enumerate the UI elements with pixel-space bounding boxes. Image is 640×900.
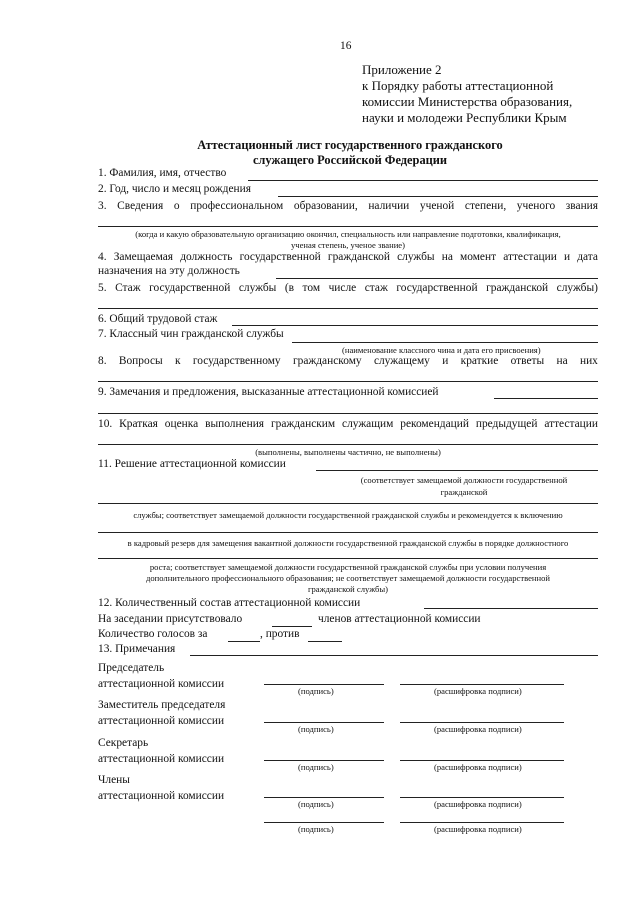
member-signature-line-1[interactable] [264, 797, 384, 798]
label-word: государственной [149, 282, 231, 294]
label-word: служащим [342, 418, 394, 430]
sig-role: аттестационной комиссии [98, 678, 225, 690]
label-word: служащему [373, 355, 430, 367]
label-word: (в [284, 282, 294, 294]
decision-line[interactable] [316, 470, 598, 471]
label-word: дата [577, 251, 598, 263]
votes-for-line[interactable] [228, 641, 260, 642]
item-questions-label [98, 355, 598, 367]
hint-line: роста; соответствует замещаемой должности государственной гражданской службы при условии получения [149, 562, 547, 572]
prior-recommendations-line[interactable] [98, 444, 598, 445]
composition-line[interactable] [424, 608, 598, 609]
label-word: на [556, 355, 568, 367]
label-word: и [442, 355, 449, 367]
label-word: момент [460, 251, 497, 263]
class-rank-line[interactable] [292, 342, 598, 343]
secretary-signature-line[interactable] [264, 760, 384, 761]
label-word: 4. [98, 251, 107, 263]
member-signature-line-2[interactable] [264, 822, 384, 823]
label-word: образовании, [293, 200, 358, 212]
sig-role: Заместитель председателя [98, 699, 226, 711]
label-word: выполнения [205, 418, 265, 430]
label-word: гражданскому [292, 355, 362, 367]
chair-decode-line[interactable] [400, 684, 564, 685]
item-service-length-label [98, 282, 598, 294]
label-word: Краткая [119, 418, 158, 430]
decision-hint-a [330, 474, 598, 498]
label-word: должность [180, 251, 233, 263]
item-birth-date-label: 2. Год, число и месяц рождения [98, 183, 251, 195]
notes-line[interactable] [190, 655, 598, 656]
decode-caption: (расшифровка подписи) [434, 824, 522, 834]
item-notes-label: 13. Примечания [98, 643, 176, 655]
item-remarks-label: 9. Замечания и предложения, высказанные аттестационной комиссией [98, 386, 439, 398]
label-word: 8. [98, 355, 107, 367]
education-line[interactable] [98, 226, 598, 227]
decision-hint-d [98, 562, 598, 595]
deputy-label [98, 697, 225, 729]
label-word: Стаж [115, 282, 141, 294]
label-word: гражданской [486, 282, 549, 294]
remarks-line-2[interactable] [98, 413, 598, 414]
votes-label: Количество голосов за [98, 628, 208, 640]
label-word: на [441, 251, 453, 263]
sig-role: аттестационной комиссии [98, 715, 225, 727]
sig-role: Секретарь [98, 737, 149, 749]
label-word: государственной [396, 282, 478, 294]
sign-caption: (подпись) [298, 686, 334, 696]
decision-hint-b: службы; соответствует замещаемой должности государственной гражданской службы и рекомендуется к включению [133, 510, 563, 520]
label-word: службы [397, 251, 435, 263]
questions-line[interactable] [98, 381, 598, 382]
label-word: государственной [239, 251, 321, 263]
item-prior-recommendations-label [98, 418, 598, 430]
item-decision-label: 11. Решение аттестационной комиссии [98, 458, 286, 470]
birth-date-line[interactable] [278, 196, 598, 197]
sign-caption: (подпись) [298, 799, 334, 809]
present-count-line[interactable] [272, 626, 312, 627]
label-word: оценка [164, 418, 199, 430]
item-position-label-2: назначения на эту должность [98, 265, 240, 277]
item-work-experience-label: 6. Общий трудовой стаж [98, 313, 218, 325]
appendix-block [362, 62, 572, 126]
hint-line: (соответствует замещаемой должности государственной [360, 475, 568, 485]
sig-role: Члены [98, 774, 130, 786]
page-number: 16 [340, 40, 352, 52]
remarks-line-1[interactable] [494, 398, 598, 399]
label-word: к [174, 355, 181, 367]
work-experience-line[interactable] [232, 325, 598, 326]
label-word: 10. [98, 418, 113, 430]
member-decode-line-2[interactable] [400, 822, 564, 823]
label-word: Замещаемая [113, 251, 174, 263]
sig-role: аттестационной комиссии [98, 753, 225, 765]
chair-label [98, 660, 224, 692]
label-word: звания [565, 200, 598, 212]
label-word: профессиональном [190, 200, 284, 212]
decode-caption: (расшифровка подписи) [434, 686, 522, 696]
hint-line: гражданской службы) [307, 584, 389, 594]
label-word: степени, [464, 200, 507, 212]
appendix-line: Приложение 2 [362, 62, 442, 77]
title-line: служащего Российской Федерации [252, 153, 448, 167]
appendix-line: комиссии Министерства образования, [362, 94, 573, 109]
sign-caption: (подпись) [298, 762, 334, 772]
label-word: и [563, 251, 571, 263]
label-word: том [302, 282, 321, 294]
item-education-label [98, 200, 598, 212]
sig-role: аттестационной комиссии [98, 790, 225, 802]
secretary-decode-line[interactable] [400, 760, 564, 761]
label-word: аттестации [544, 418, 598, 430]
label-word: службы) [556, 282, 598, 294]
decision-line-2[interactable] [98, 503, 598, 504]
label-word: о [173, 200, 180, 212]
label-word: государственному [192, 355, 281, 367]
decode-caption: (расшифровка подписи) [434, 762, 522, 772]
appendix-line: науки и молодежи Республики Крым [362, 110, 567, 125]
full-name-line[interactable] [248, 180, 598, 181]
label-word: гражданской [327, 251, 390, 263]
item-position-label [98, 251, 598, 263]
label-word: них [579, 355, 598, 367]
label-word: наличии [368, 200, 410, 212]
class-rank-hint: (наименование классного чина и дата его присвоения) [342, 345, 541, 355]
decode-caption: (расшифровка подписи) [434, 724, 522, 734]
position-line[interactable] [276, 278, 598, 279]
label-word: ученого [516, 200, 556, 212]
decision-hint-c: в кадровый резерв для замещения вакантной должности государственной гражданской службы в порядке должностного [127, 538, 569, 548]
label-word: предыдущей [475, 418, 538, 430]
label-word: гражданским [270, 418, 336, 430]
label-word: ученой [419, 200, 455, 212]
secretary-label [98, 735, 224, 767]
appendix-line: к Порядку работы аттестационной [362, 78, 554, 93]
decode-caption: (расшифровка подписи) [434, 799, 522, 809]
label-word: Сведения [117, 200, 164, 212]
label-word: аттестации [503, 251, 557, 263]
votes-against-label: , против [260, 628, 300, 640]
label-word: стаж [364, 282, 388, 294]
chair-signature-line[interactable] [264, 684, 384, 685]
sig-role: Председатель [98, 662, 165, 674]
document-title [100, 138, 600, 168]
item-class-rank-label: 7. Классный чин гражданской службы [98, 328, 284, 340]
item-composition-label: 12. Количественный состав аттестационной комиссии [98, 597, 361, 609]
hint-line: (когда и какую образовательную организацию окончил, специальность или направление подготовки, квалификация, [135, 229, 561, 239]
label-word: 3. [98, 200, 107, 212]
hint-line: гражданской [440, 487, 488, 497]
members-label [98, 772, 224, 804]
sign-caption: (подпись) [298, 724, 334, 734]
service-length-line[interactable] [98, 308, 598, 309]
education-hint [98, 229, 598, 251]
present-label-tail: членов аттестационной комиссии [318, 613, 481, 625]
deputy-decode-line[interactable] [400, 722, 564, 723]
hint-line: дополнительного профессионального образования; не соответствует замещаемой должности государственной [145, 573, 551, 583]
label-word: краткие [460, 355, 499, 367]
votes-against-line[interactable] [308, 641, 342, 642]
decision-line-4[interactable] [98, 558, 598, 559]
label-word: Вопросы [118, 355, 163, 367]
hint-line: ученая степень, ученое звание) [291, 240, 405, 250]
title-line: Аттестационный лист государственного гражданского [197, 138, 503, 152]
present-label: На заседании присутствовало [98, 613, 243, 625]
label-word: 5. [98, 282, 107, 294]
label-word: числе [328, 282, 357, 294]
member-decode-line-1[interactable] [400, 797, 564, 798]
label-word: ответы [510, 355, 545, 367]
label-word: рекомендаций [400, 418, 469, 430]
prior-recommendations-hint: (выполнены, выполнены частично, не выполнены) [255, 447, 441, 457]
sign-caption: (подпись) [298, 824, 334, 834]
item-full-name-label: 1. Фамилия, имя, отчество [98, 167, 227, 179]
label-word: службы [238, 282, 277, 294]
decision-line-3[interactable] [98, 532, 598, 533]
deputy-signature-line[interactable] [264, 722, 384, 723]
